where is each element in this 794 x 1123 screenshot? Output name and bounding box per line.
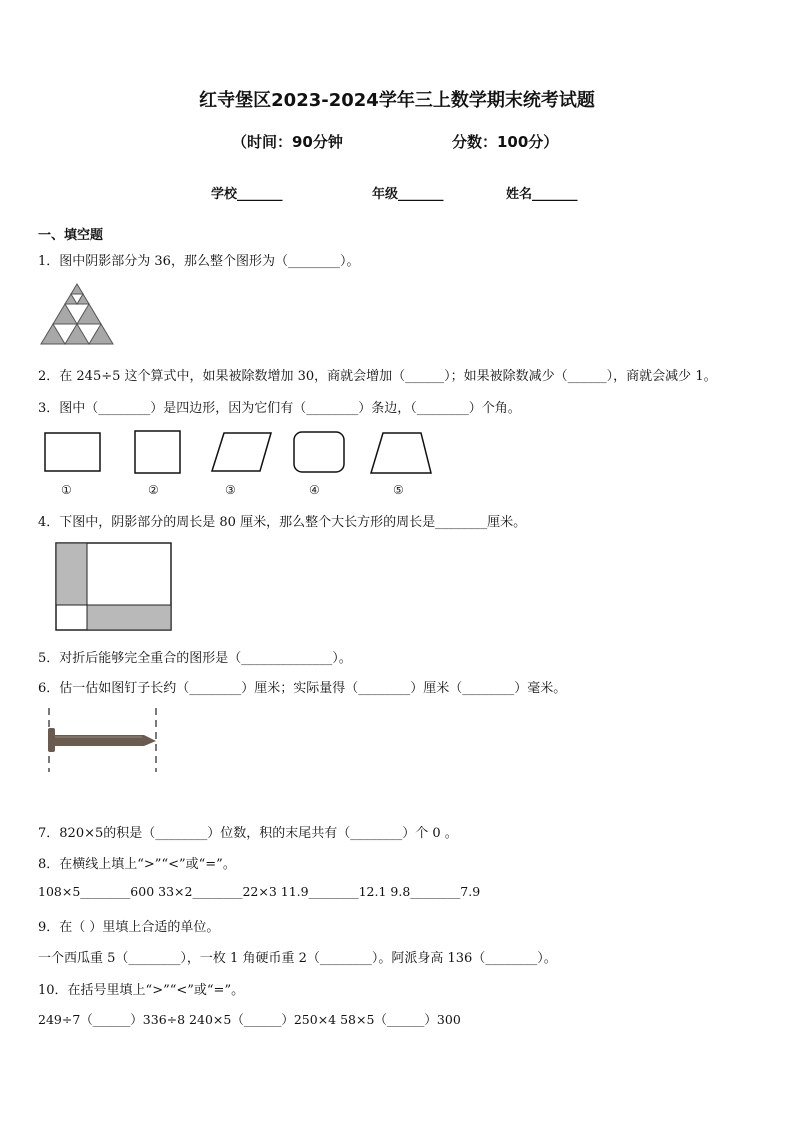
shape-label-5: ⑤ — [393, 483, 404, 497]
question-3: 3．图中（________）是四边形，因为它们有（________）条边，（________）个角。 — [38, 401, 521, 416]
exam-time: （时间：90分钟 — [232, 133, 343, 151]
quadrilateral-shapes — [38, 428, 448, 478]
shape-label-3: ③ — [225, 483, 236, 497]
question-9-items: 一个西瓜重 5（________），一枚 1 角硬币重 2（________）。阿派身高 136（________）。 — [38, 951, 557, 966]
question-1: 1．图中阴影部分为 36，那么整个图形为（________）。 — [38, 254, 360, 269]
question-7: 7．820×5的积是（________）位数，积的末尾共有（________）个 0 。 — [38, 826, 458, 841]
question-10: 10．在括号里填上“>”“<”或“=”。 — [38, 983, 245, 998]
grade-field: 年级_______ — [372, 187, 444, 202]
question-10-items: 249÷7（______）336÷8 240×5（______）250×4 58×5（______）300 — [38, 1012, 461, 1027]
triangle-figure — [40, 283, 114, 345]
question-2: 2．在 245÷5 这个算式中，如果被除数增加 30，商就会增加（______）；如果被除数减少（______），商就会减少 1。 — [38, 369, 717, 384]
shape-label-4: ④ — [309, 483, 320, 497]
question-8-items: 108×5________600 33×2________22×3 11.9________12.1 9.8________7.9 — [38, 884, 481, 899]
question-4: 4．下图中，阴影部分的周长是 80 厘米，那么整个大长方形的周长是________厘米。 — [38, 515, 527, 530]
page-title: 红寺堡区2023-2024学年三上数学期末统考试题 — [199, 90, 595, 111]
question-8: 8．在横线上填上“>”“<”或“=”。 — [38, 857, 236, 872]
rectangle-figure — [55, 542, 173, 632]
section-heading: 一、填空题 — [38, 228, 104, 243]
question-9: 9．在（ ）里填上合适的单位。 — [38, 920, 220, 935]
question-5: 5．对折后能够完全重合的图形是（______________）。 — [38, 651, 352, 666]
exam-score: 分数：100分） — [452, 133, 559, 151]
school-field: 学校_______ — [211, 187, 283, 202]
name-field: 姓名_______ — [506, 187, 578, 202]
question-6: 6．估一估如图钉子长约（________）厘米；实际量得（________）厘米（________）毫米。 — [38, 681, 567, 696]
shape-label-2: ② — [148, 483, 159, 497]
nail-figure — [40, 706, 165, 774]
shape-label-1: ① — [61, 483, 72, 497]
